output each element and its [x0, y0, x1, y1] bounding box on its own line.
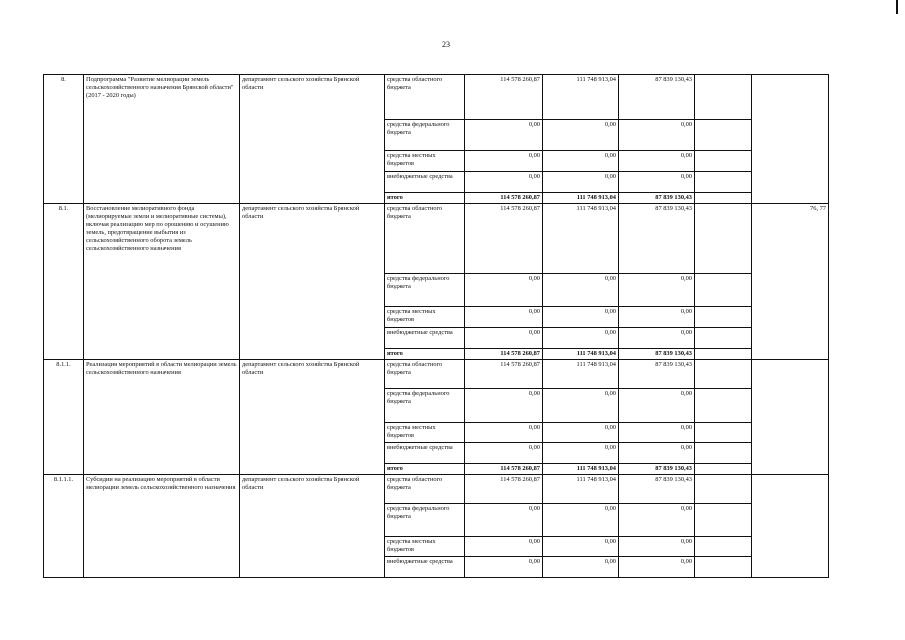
- value-cell: 0,00: [543, 120, 619, 151]
- funding-source-cell: средства местных бюджетов: [385, 537, 465, 557]
- value-cell: 111 748 913,04: [543, 349, 619, 360]
- value-cell: 0,00: [543, 328, 619, 349]
- value-cell: 111 748 913,04: [543, 193, 619, 204]
- empty-cell: [695, 464, 752, 475]
- value-cell: 111 748 913,04: [543, 204, 619, 274]
- budget-table: [43, 74, 829, 578]
- value-cell: 87 839 130,43: [619, 360, 695, 389]
- value-cell: 0,00: [465, 537, 543, 557]
- executor-cell: департамент сельского хозяйства Брянской области: [240, 204, 385, 360]
- value-cell: 0,00: [465, 120, 543, 151]
- funding-source-cell: средства местных бюджетов: [385, 307, 465, 328]
- value-cell: 111 748 913,04: [543, 475, 619, 504]
- empty-cell: [695, 75, 752, 120]
- funding-source-cell: средства местных бюджетов: [385, 423, 465, 443]
- value-cell: 0,00: [543, 389, 619, 423]
- value-cell: 0,00: [465, 389, 543, 423]
- value-cell: 0,00: [619, 120, 695, 151]
- value-cell: 0,00: [619, 307, 695, 328]
- item-name-cell: Субсидии на реализацию мероприятий в области мелиорации земель сельскохозяйственного назначения: [84, 475, 240, 578]
- indicator-ref-cell: [752, 475, 829, 578]
- funding-source-cell: средства федерального бюджета: [385, 274, 465, 307]
- value-cell: 0,00: [465, 307, 543, 328]
- value-cell: 114 578 260,87: [465, 475, 543, 504]
- empty-cell: [695, 443, 752, 464]
- value-cell: 0,00: [543, 151, 619, 172]
- funding-source-cell: средства областного бюджета: [385, 360, 465, 389]
- indicator-ref-cell: [752, 75, 829, 204]
- item-name-cell: Реализация мероприятий в области мелиорации земель сельскохозяйственного назначения: [84, 360, 240, 475]
- empty-cell: [695, 193, 752, 204]
- value-cell: 0,00: [543, 557, 619, 578]
- funding-source-cell: внебюджетные средства: [385, 557, 465, 578]
- value-cell: 0,00: [465, 423, 543, 443]
- empty-cell: [695, 360, 752, 389]
- value-cell: 87 839 130,43: [619, 193, 695, 204]
- empty-cell: [695, 504, 752, 537]
- value-cell: 0,00: [465, 504, 543, 537]
- executor-cell: департамент сельского хозяйства Брянской области: [240, 75, 385, 204]
- value-cell: 0,00: [543, 307, 619, 328]
- funding-source-cell: средства местных бюджетов: [385, 151, 465, 172]
- value-cell: 114 578 260,87: [465, 349, 543, 360]
- value-cell: 114 578 260,87: [465, 204, 543, 274]
- indicator-ref-cell: 76, 77: [752, 204, 829, 360]
- value-cell: 111 748 913,04: [543, 360, 619, 389]
- table-row: [44, 75, 829, 120]
- value-cell: 111 748 913,04: [543, 75, 619, 120]
- funding-source-cell: средства областного бюджета: [385, 204, 465, 274]
- funding-source-cell: итого: [385, 464, 465, 475]
- funding-source-cell: внебюджетные средства: [385, 328, 465, 349]
- value-cell: 0,00: [465, 328, 543, 349]
- value-cell: 0,00: [619, 389, 695, 423]
- value-cell: 87 839 130,43: [619, 204, 695, 274]
- value-cell: 0,00: [619, 151, 695, 172]
- value-cell: 87 839 130,43: [619, 475, 695, 504]
- funding-source-cell: средства федерального бюджета: [385, 504, 465, 537]
- value-cell: 0,00: [543, 423, 619, 443]
- empty-cell: [695, 151, 752, 172]
- empty-cell: [695, 423, 752, 443]
- empty-cell: [695, 274, 752, 307]
- funding-source-cell: средства областного бюджета: [385, 475, 465, 504]
- table-row: [44, 360, 829, 389]
- executor-cell: департамент сельского хозяйства Брянской области: [240, 360, 385, 475]
- value-cell: 114 578 260,87: [465, 360, 543, 389]
- value-cell: 0,00: [543, 443, 619, 464]
- value-cell: 0,00: [619, 423, 695, 443]
- item-name-cell: Восстановление мелиоративного фонда (мелиорируемые земли и мелиоративные системы), включая реализацию мер по орошению и осушению земель, предотвращение выбытия из сельскохозяйственного оборота земель сельскохозяйственного назначения: [84, 204, 240, 360]
- empty-cell: [695, 172, 752, 193]
- empty-cell: [695, 349, 752, 360]
- empty-cell: [695, 557, 752, 578]
- value-cell: 0,00: [465, 443, 543, 464]
- item-number-cell: 8.1.1.1.: [44, 475, 84, 578]
- scan-edge-mark: [896, 0, 898, 14]
- value-cell: 114 578 260,87: [465, 193, 543, 204]
- funding-source-cell: внебюджетные средства: [385, 172, 465, 193]
- value-cell: 87 839 130,43: [619, 464, 695, 475]
- table-row: [44, 204, 829, 274]
- item-name-cell: Подпрограмма "Развитие мелиорации земель сельскохозяйственного назначения Брянской области" (2017 - 2020 годы): [84, 75, 240, 204]
- value-cell: 114 578 260,87: [465, 75, 543, 120]
- empty-cell: [695, 475, 752, 504]
- value-cell: 0,00: [465, 151, 543, 172]
- item-number-cell: 8.1.: [44, 204, 84, 360]
- value-cell: 0,00: [619, 557, 695, 578]
- empty-cell: [695, 537, 752, 557]
- page-number: 23: [442, 40, 450, 49]
- item-number-cell: 8.: [44, 75, 84, 204]
- value-cell: 0,00: [543, 537, 619, 557]
- funding-source-cell: итого: [385, 349, 465, 360]
- value-cell: 0,00: [619, 443, 695, 464]
- value-cell: 0,00: [465, 274, 543, 307]
- value-cell: 114 578 260,87: [465, 464, 543, 475]
- empty-cell: [695, 204, 752, 274]
- value-cell: 0,00: [619, 328, 695, 349]
- value-cell: 0,00: [619, 537, 695, 557]
- empty-cell: [695, 389, 752, 423]
- value-cell: 0,00: [543, 172, 619, 193]
- value-cell: 87 839 130,43: [619, 349, 695, 360]
- value-cell: 0,00: [619, 274, 695, 307]
- value-cell: 0,00: [543, 504, 619, 537]
- value-cell: 0,00: [543, 274, 619, 307]
- funding-source-cell: внебюджетные средства: [385, 443, 465, 464]
- empty-cell: [695, 328, 752, 349]
- indicator-ref-cell: [752, 360, 829, 475]
- value-cell: 0,00: [619, 504, 695, 537]
- executor-cell: департамент сельского хозяйства Брянской области: [240, 475, 385, 578]
- empty-cell: [695, 307, 752, 328]
- table-row: [44, 475, 829, 504]
- value-cell: 0,00: [465, 557, 543, 578]
- funding-source-cell: средства федерального бюджета: [385, 120, 465, 151]
- value-cell: 0,00: [619, 172, 695, 193]
- funding-source-cell: средства федерального бюджета: [385, 389, 465, 423]
- value-cell: 87 839 130,43: [619, 75, 695, 120]
- funding-source-cell: средства областного бюджета: [385, 75, 465, 120]
- empty-cell: [695, 120, 752, 151]
- value-cell: 111 748 913,04: [543, 464, 619, 475]
- item-number-cell: 8.1.1.: [44, 360, 84, 475]
- funding-source-cell: итого: [385, 193, 465, 204]
- value-cell: 0,00: [465, 172, 543, 193]
